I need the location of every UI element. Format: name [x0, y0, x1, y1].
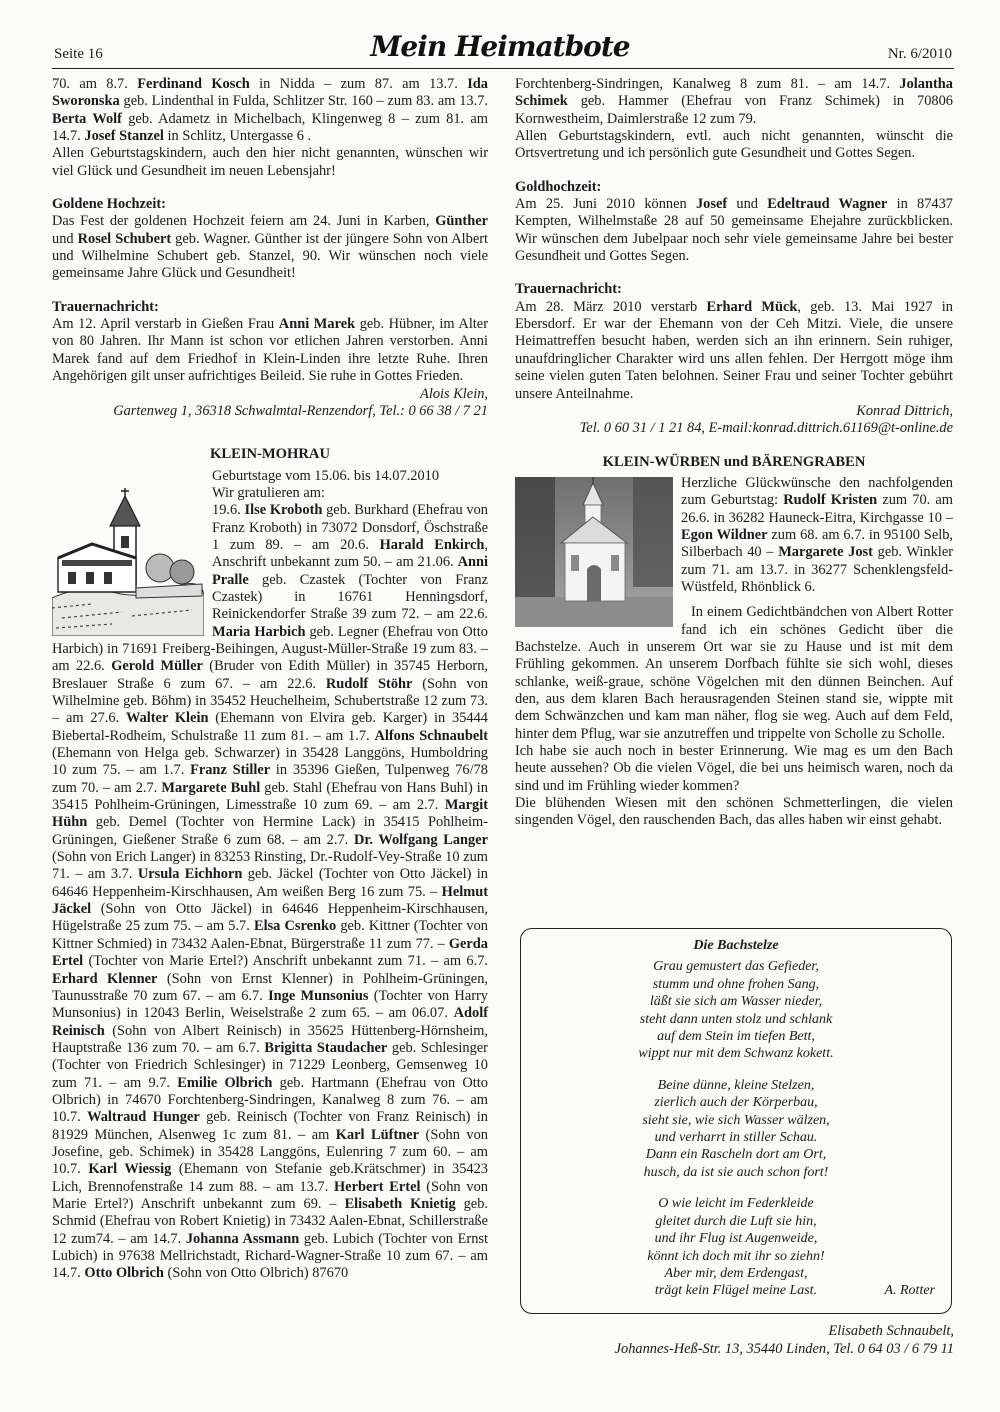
gold-wedding-heading: Goldhochzeit:: [515, 178, 602, 195]
mourning-text-right: Am 28. März 2010 verstarb Erhard Mück, geb. 13. Mai 1927 in Ebersdorf. Er war der Ehemann von der Ceh Mitzi. Viele, die unsere Heimattreffen besucht haben, werden sich an ihn erinnern. Sein ruhiger, unaufdringlicher Charakter wird uns allen fehlen. Der Herrgott möge ihm seine vielen guten Taten belohnen. Seiner Frau und seiner Tochter gebührt unsere Anteilnahme.: [515, 298, 953, 402]
memory-paragraph: Ich habe sie auch noch in bester Erinnerung. Wie mag es um den Bach heute aussehen? Ob die vielen Vögel, die bei uns heimisch waren, noch da sind und im Frühling wieder kommen?: [515, 743, 953, 794]
mourning-text: Am 12. April verstarb in Gießen Frau Anni Marek geb. Hübner, im Alter von 80 Jahren. Ihr Mann ist schon vor etlichen Jahren verstorben. Anni Marek fand auf dem Friedhof in Klein-Linden ihre letzte Ruhe. Ihren Angehörigen gilt unser aufrichtiges Beileid. Sie ruhe in Gottes Frieden.: [52, 316, 488, 385]
poem-box: [520, 928, 952, 1314]
poem-stanza-2: Beine dünne, kleine Stelzen, zierlich auch der Körperbau, sieht sie, wie sich Wasser wälzen, und verharrt in stiller Schau. Dann ein Rascheln dort am Ort, husch, da ist sie auch schon fort!: [642, 1077, 830, 1180]
signature-name-right: Konrad Dittrich,: [856, 402, 953, 419]
page-number: Seite 16: [54, 46, 103, 62]
left-column: [52, 76, 488, 1283]
header-rule: [52, 68, 954, 69]
birthday-wish: Allen Geburtstagskindern, auch den hier nicht genannten, wünschen wir viel Glück und Gesundheit im neuen Lebensjahr!: [52, 145, 488, 179]
footer-signature: [520, 1322, 954, 1358]
golden-wedding-text: Das Fest der goldenen Hochzeit feiern am 24. Juni in Karben, Günther und Rosel Schubert geb. Wagner. Günther ist der jüngere Sohn von Albert und Wilhelmine Schubert geb. Stanzel, 90. Wir wünschen noch viele gemeinsame Jahre Glück und Gesundheit!: [52, 213, 489, 282]
section-heading-klein-mohrau: KLEIN-MOHRAU: [210, 446, 330, 463]
signature-contact-right: Tel. 0 60 31 / 1 21 84, E-mail:konrad.dittrich.61169@t-online.de: [579, 420, 953, 437]
klein-mohrau-lead: Geburtstage vom 15.06. bis 14.07.2010: [212, 467, 440, 484]
mourning-heading-right: Trauernachricht:: [515, 281, 622, 298]
section-heading-klein-wuerben: KLEIN-WÜRBEN und BÄRENGRABEN: [602, 453, 866, 470]
footer-address: Johannes-Heß-Str. 13, 35440 Linden, Tel. 0 64 03 / 6 79 11: [614, 1341, 954, 1357]
bachstelze-paragraph: In einem Gedichtbändchen von Albert Rotter fand ich ein schönes Gedicht über die Bachstelze. Auch in unserem Ort war sie zu Hause und ist mit dem Frühling gekommen. An unserem Dorfbach fühlte sie sich wohl, dieses schlanke, weiß-graue, schöne Vögelchen mit den dünnen Beinchen. Auf den, aus dem klaren Bach herausragenden Steinen stand sie, wippte mit dem Schwänzchen und kam man näher, flog sie weg. Auch auf dem Feld, hinter dem Pflug, war sie anzutreffen und trippelte von Scholle zu Scholle.: [515, 604, 953, 742]
birthday-continuation: 70. am 8.7. Ferdinand Kosch in Nidda – zum 87. am 13.7. Ida Sworonska geb. Lindenthal in Fulda, Schlitzer Str. 160 – zum 83. am 13.7. Berta Wolf geb. Adametz in Michelbach, Klingenweg 8 – zum 81. am 14.7. Josef Stanzel in Schlitz, Untergasse 6 .: [52, 76, 489, 145]
right-column: [515, 76, 953, 830]
masthead-title: Mein Heimatbote: [370, 30, 630, 63]
mourning-heading: Trauernachricht:: [52, 298, 159, 315]
golden-wedding-heading: Goldene Hochzeit:: [52, 196, 166, 213]
poem-stanza-3: O wie leicht im Federkleide gleitet durch die Luft sie hin, und ihr Flug ist Augenweide, könnt ich doch mit ihr so ziehn! Aber mir, dem Erdengast, trägt kein Flügel meine Last.: [647, 1196, 825, 1299]
klein-mohrau-lead-2: Wir gratulieren am:: [212, 484, 325, 501]
klein-wuerben-birthdays: Herzliche Glückwünsche den nachfolgenden zum Geburtstag: Rudolf Kristen zum 70. am 26.6. in 36282 Hauneck-Eitra, Kirchgasse 10 – Egon Wildner zum 68. am 6.7. in 95100 Selb, Silberbach 40 – Margarete Jost geb. Winkler zum 71. am 13.7. in 36277 Schenklengsfeld-Wüstfeld, Rhönblick 6.: [681, 474, 954, 595]
signature-address: Gartenweg 1, 36318 Schwalmtal-Renzendorf, Tel.: 0 66 38 / 7 21: [113, 402, 488, 419]
birthday-wish-right: Allen Geburtstagskindern, evtl. auch nicht genannten, wünscht die Ortsvertretung und ich persönlich gute Gesundheit und Gottes Segen.: [515, 128, 953, 162]
gold-wedding-text: Am 25. Juni 2010 können Josef und Edeltraud Wagner in 87437 Kempten, Wilhelmstaße 28 auf 50 gemeinsame Ehejahre zurückblicken. Wir wünschen dem Jubelpaar noch sehr viele gemeinsame Jahre bei bester Gesundheit und Gottes Segen.: [515, 196, 953, 265]
issue-number: Nr. 6/2010: [887, 46, 952, 62]
chapel-photo: [515, 477, 673, 627]
footer-name: Elisabeth Schnaubelt,: [828, 1323, 954, 1339]
poem-author: A. Rotter: [884, 1282, 935, 1298]
meadow-paragraph: Die blühenden Wiesen mit den schönen Schmetterlingen, die vielen singenden Vögel, den rauschenden Bach, das alles haben wir einst gehabt.: [515, 795, 953, 829]
village-church-illustration: [52, 488, 204, 636]
poem-title: Die Bachstelze: [693, 938, 779, 953]
birthday-continuation-right: Forchtenberg-Sindringen, Kanalweg 8 zum 81. – am 14.7. Jolantha Schimek geb. Hammer (Ehefrau von Franz Schimek) in 70806 Kornwestheim, Daimlerstraße 12 zum 79.: [515, 76, 953, 127]
signature-name: Alois Klein,: [420, 385, 488, 402]
poem-stanza-1: Grau gemustert das Gefieder, stumm und ohne frohen Sang, läßt sie sich am Wasser nieder, steht dann unten stolz und schlank auf dem Stein im tiefen Bett, wippt nur mit dem Schwanz kokett.: [638, 959, 834, 1062]
klein-mohrau-birthdays: 19.6. Ilse Kroboth geb. Burkhard (Ehefrau von Franz Kroboth) in 73072 Donsdorf, Öschstraße 1 zum 89. – am 20.6. Harald Enkirch, Anschrift unbekannt zum 50. – am 21.06. Anni Pralle geb. Czastek (Tochter von Franz Czastek) in 16761 Henningsdorf, Reinickendorfer Straße 39 zum 72. – am 22.6. Maria Harbich geb. Legner (Ehefrau von Otto Harbich) in 71691 Freiberg-Beihingen, August-Müller-Straße 19 zum 83. – am 22.6. Gerold Müller (Bruder von Edith Müller) in 35745 Herborn, Breslauer Straße 6 zum 67. – am 22.6. Rudolf Stöhr (Sohn von Wilhelmine geb. Böhm) in 35452 Heuchelheim, Schubertstraße 12 zum 73. – am 27.6. Walter Klein (Ehemann von Elvira geb. Karger) in 35444 Biebertal-Rodheim, Schulstraße 11 zum 81. – am 1.7. Alfons Schnaubelt (Ehemann von Helga geb. Schwarzer) in 35428 Langgöns, Humboldring 10 zum 75. – am 1.7. Franz Stiller in 35396 Gießen, Tulpenweg 76/78 zum 70. – am 2.7. Margarete Buhl geb. Stahl (Ehefrau von Hans Buhl) in 35415 Pohlheim-Grüningen, Limesstraße 10 zum 69. – am 2.7. Margit Hühn geb. Demel (Tochter von Hermine Lack) in 35415 Pohlheim-Grüningen, Gießener Straße 6 zum 68. – am 2.7. Dr. Wolfgang Langer (Sohn von Erich Langer) in 83253 Rinsting, Dr.-Rudolf-Vey-Straße 10 zum 71. – am 3.7. Ursula Eichhorn geb. Jäckel (Tochter von Otto Jäckel) in 64646 Heppenheim-Kirschhausen, Am weißen Berg 16 zum 75. – Helmut Jäckel (Sohn von Otto Jäckel) in 64646 Heppenheim-Kirschhausen, Hügelstraße 25 zum 75. – am 5.7. Elsa Csrenko geb. Kittner (Tochter von Kittner Schmied) in 73432 Aalen-Ebnat, Bürgerstraße 11 zum 77. – Gerda Ertel (Tochter von Marie Ertel?) Anschrift unbekannt zum 71. – am 6.7. Erhard Klenner (Sohn von Ernst Klenner) in Pohlheim-Grüningen, Taunusstraße 70 zum 67. – am 6.7. Inge Munsonius (Tochter von Harry Munsonius) in 12043 Berlin, Weiselstraße 2 zum 65. – am 06.07. Adolf Reinisch (Sohn von Albert Reinisch) in 35625 Hüttenberg-Hörnsheim, Hauptstraße 136 zum 70. – am 6.7. Brigitta Staudacher geb. Schlesinger (Tochter von Friedrich Schlesinger) in 71229 Leonberg, Gemsenweg 10 zum 71. – am 9.7. Emilie Olbrich geb. Hartmann (Ehefrau von Otto Olbrich) in 74670 Forchtenberg-Sindringen, Kanalweg 8 zum 76. – am 10.7. Waltraud Hunger geb. Reinisch (Tochter von Franz Reinisch) in 81929 München, Alsenweg 1c zum 81. – am Karl Lüftner (Sohn von Josefine, geb. Schimek) in 35428 Langgöns, Eulenring 7 zum 60. – am 10.7. Karl Wiessig (Ehemann von Stefanie geb.Krätschmer) in 35423 Lich, Brennofenstraße 14 zum 88. – am 13.7. Herbert Ertel (Sohn von Marie Ertel?) Anschrift unbekannt zum 69. – Elisabeth Knietig geb. Schmid (Ehefrau von Robert Knietig) in 73432 Aalen-Ebnat, Schillerstraße 12 zum74. – am 14.7. Johanna Assmann geb. Lubich (Tochter von Ernst Lubich) in 97638 Mellrichstadt, Richard-Wagner-Straße 10 zum 67. – am 14.7. Otto Olbrich (Sohn von Otto Olbrich) 87670: [52, 502, 489, 1282]
